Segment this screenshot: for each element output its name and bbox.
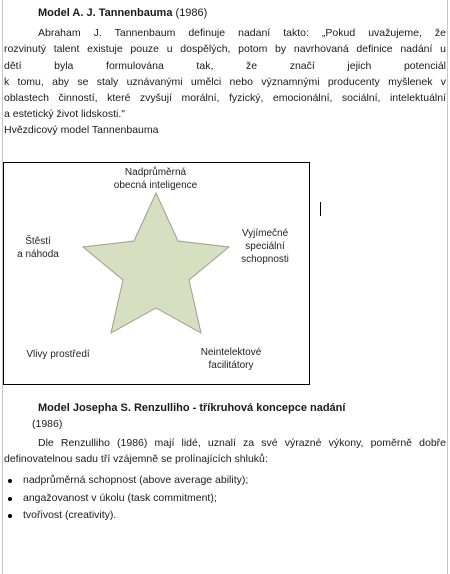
model-a-heading <box>38 7 207 19</box>
star-label-bottom-left <box>18 348 98 361</box>
star-model-figure <box>3 162 310 385</box>
paragraph-line: Abraham J. Tannenbaum definuje nadaní takto: „Pokud uvažujeme, že <box>38 27 446 39</box>
label-line: schopnosti <box>241 254 289 265</box>
bullet-icon <box>8 479 12 483</box>
list-item <box>4 472 248 490</box>
bullet-icon <box>8 497 12 501</box>
bullet-icon <box>8 514 12 518</box>
paragraph-line: oblastech činností, které zvyšují morální, fyzický, emocionální, sociální, intelektuální <box>4 92 446 105</box>
star-label-right <box>230 227 300 266</box>
model-b-heading-year: (1986) <box>32 418 63 430</box>
paragraph-line: dětí byla formulována tak, že značí jejich potenciál <box>4 59 446 72</box>
page-margin-line-right <box>447 0 448 574</box>
star-label-bottom-right <box>191 346 271 372</box>
label-line: obecná inteligence <box>113 180 198 191</box>
label-line: Neintelektové <box>200 347 262 358</box>
paragraph-line: Dle Renzulliho (1986) mají lidé, uznalí za své výrazné výkony, poměrně dobře <box>38 437 446 449</box>
paragraph-line: rozvinutý talent existuje pouze u dospělých, potom by navrhovaná definice nadání u <box>4 43 446 56</box>
label-line: Vyjímečné <box>241 228 289 239</box>
list-item-text: tvořivost (creativity). <box>23 509 117 521</box>
paragraph-line: k tomu, aby se staly uznávanými umělci nebo významnými producenty myšlenek v <box>4 75 446 88</box>
model-b-heading-name: Model Josepha S. Renzulliho - tříkruhová koncepce nadání <box>38 402 346 414</box>
star-shape <box>83 193 229 333</box>
paragraph-line: a estetický život lidskosti." <box>4 108 126 121</box>
model-a-heading-name: Model A. J. Tannenbauma <box>38 7 173 19</box>
label-line: facilitátory <box>208 360 254 371</box>
model-a-paragraph <box>4 25 446 123</box>
model-a-heading-year: (1986) <box>172 7 208 19</box>
star-label-top <box>108 166 203 192</box>
label-line: Nadprůměrná <box>124 167 187 178</box>
model-b-heading <box>38 402 345 414</box>
label-line: Štěstí <box>25 236 51 247</box>
list-item <box>4 490 248 508</box>
list-item <box>4 507 248 525</box>
list-item-text: angažovanost v úkolu (task commitment); <box>23 491 217 504</box>
text-cursor[interactable] <box>320 202 321 216</box>
paragraph-line: definovatelnou sadu tří vzájemně se prolínajících shluků: <box>4 453 268 466</box>
model-b-paragraph <box>4 435 446 468</box>
label-line: speciální <box>245 241 285 252</box>
star-label-left <box>9 235 67 261</box>
label-line: a náhoda <box>17 249 59 260</box>
trait-bullet-list <box>4 472 248 525</box>
list-item-text: nadprůměrná schopnost (above average ability); <box>23 474 249 486</box>
label-line: Vlivy prostředí <box>26 349 90 360</box>
figure-caption: Hvězdicový model Tannenbauma <box>4 124 159 136</box>
